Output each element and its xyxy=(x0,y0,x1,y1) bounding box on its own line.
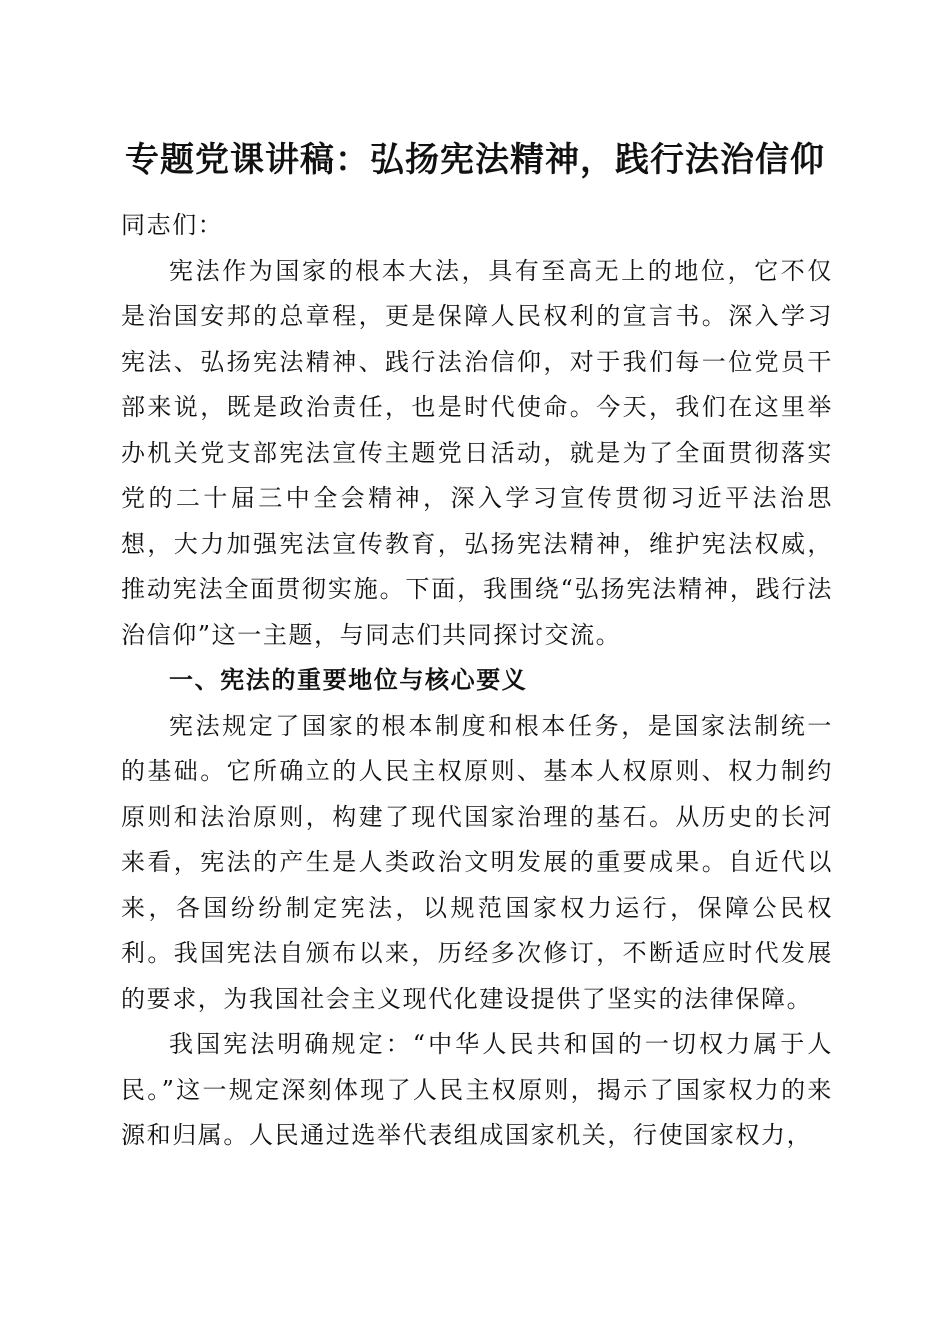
section-heading: 一、宪法的重要地位与核心要义 xyxy=(169,666,528,694)
document-title: 专题党课讲稿：弘扬宪法精神，践行法治信仰 xyxy=(125,140,825,180)
salutation: 同志们： xyxy=(121,211,224,239)
section-paragraph: 宪法规定了国家的根本制度和根本任务，是国家法制统一的基础。它所确立的人民主权原则、基本人权原则、权力制约原则和法治原则，构建了现代国家治理的基石。从历史的长河来看，宪法的产生是人类政治文明发展的重要成果。自近代以来，各国纷纷制定宪法，以规范国家权力运行，保障公民权利。我国宪法自颁布以来，历经多次修订，不断适应时代发展的要求，为我国社会主义现代化建设提供了坚实的法律保障。 xyxy=(121,711,833,1013)
section-paragraph: 我国宪法明确规定：“中华人民共和国的一切权力属于人民。”这一规定深刻体现了人民主权原则，揭示了国家权力的来源和归属。人民通过选举代表组成国家机关，行使国家权力， xyxy=(121,1030,833,1149)
intro-paragraph: 宪法作为国家的根本大法，具有至高无上的地位，它不仅是治国安邦的总章程，更是保障人民权利的宣言书。深入学习宪法、弘扬宪法精神、践行法治信仰，对于我们每一位党员干部来说，既是政治责任，也是时代使命。今天，我们在这里举办机关党支部宪法宣传主题党日活动，就是为了全面贯彻落实党的二十届三中全会精神，深入学习宣传贯彻习近平法治思想，大力加强宪法宣传教育，弘扬宪法精神，维护宪法权威，推动宪法全面贯彻实施。下面，我围绕“弘扬宪法精神，践行法治信仰”这一主题，与同志们共同探讨交流。 xyxy=(121,256,833,649)
document-body xyxy=(121,203,833,1159)
